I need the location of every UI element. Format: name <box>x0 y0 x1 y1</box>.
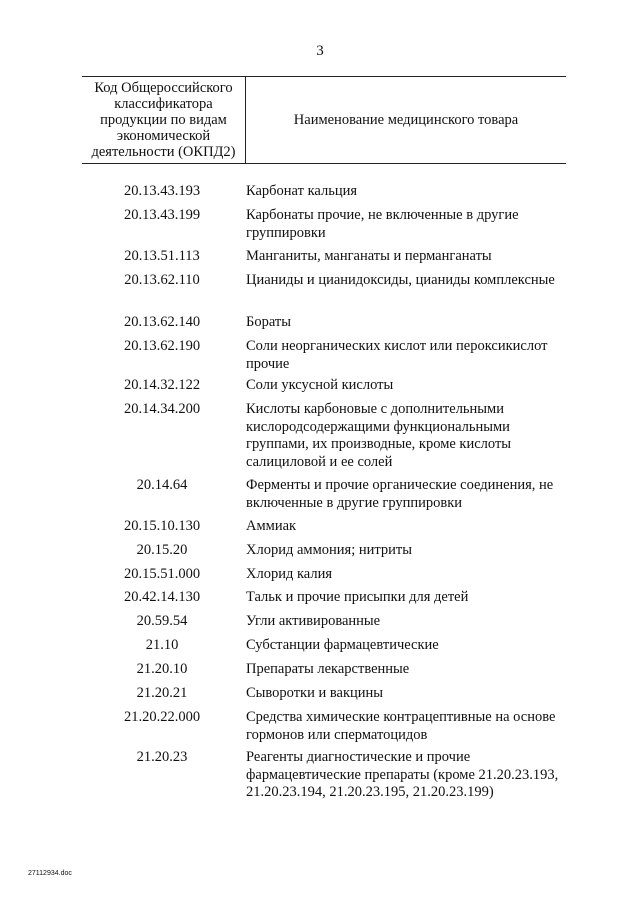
row-code: 20.15.51.000 <box>123 566 201 582</box>
header-code-column: Код Общероссийского классификатора продукции по видам экономической деятельности (ОКПД2) <box>82 77 246 163</box>
row-code: 21.20.23 <box>136 749 188 765</box>
row-name: Соли неорганических кислот или пероксикислот прочие <box>246 338 548 372</box>
table-row <box>82 338 572 373</box>
row-name: Хлорид калия <box>246 566 333 582</box>
table-row <box>82 749 572 802</box>
table-row <box>82 637 572 655</box>
row-name: Цианиды и цианидоксиды, цианиды комплексные <box>246 272 555 288</box>
row-code: 20.14.64 <box>136 477 188 493</box>
header-name-column: Наименование медицинского товара <box>293 111 519 128</box>
row-code: 20.13.62.140 <box>123 314 201 330</box>
table-row <box>82 685 572 703</box>
row-name: Сыворотки и вакцины <box>246 685 384 701</box>
row-code: 20.42.14.130 <box>123 589 201 605</box>
footer-filename: 27112934.doc <box>28 870 72 877</box>
row-code: 20.15.10.130 <box>123 518 201 534</box>
table-row <box>82 207 572 242</box>
row-code: 20.13.43.199 <box>123 207 201 223</box>
row-code: 20.14.32.122 <box>123 377 201 393</box>
row-name: Реагенты диагностические и прочие фармацевтические препараты (кроме 21.20.23.193, 21.20.23.194, 21.20.23.195, 21.20.23.199) <box>246 749 559 800</box>
row-name: Карбонаты прочие, не включенные в другие группировки <box>246 207 519 241</box>
row-code: 21.20.10 <box>136 661 188 677</box>
table-row <box>82 518 572 536</box>
row-code: 21.20.21 <box>136 685 188 701</box>
table-header <box>82 76 566 164</box>
row-name: Средства химические контрацептивные на основе гормонов или сперматоцидов <box>246 709 556 743</box>
row-name: Карбонат кальция <box>246 183 358 199</box>
table-row <box>82 542 572 560</box>
row-name: Манганиты, манганаты и перманганаты <box>246 248 492 264</box>
row-name: Хлорид аммония; нитриты <box>246 542 412 558</box>
table-row <box>82 613 572 631</box>
table-row <box>82 377 572 395</box>
row-name: Субстанции фармацевтические <box>246 637 439 653</box>
row-name: Тальк и прочие присыпки для детей <box>246 589 469 605</box>
table-row <box>82 661 572 679</box>
page-number: 3 <box>316 43 324 59</box>
row-name: Аммиак <box>246 518 297 534</box>
row-code: 20.13.62.110 <box>124 272 200 288</box>
row-name: Ферменты и прочие органические соединения, не включенные в другие группировки <box>246 477 554 511</box>
row-code: 20.13.51.113 <box>124 248 200 264</box>
row-name: Угли активированные <box>246 613 381 629</box>
table-row <box>82 272 572 290</box>
row-name: Кислоты карбоновые с дополнительными кислородсодержащими функциональными группами, их производные, кроме кислоты салициловой и ее солей <box>246 401 512 470</box>
row-code: 21.20.22.000 <box>123 709 201 725</box>
table-row <box>82 589 572 607</box>
row-code: 20.13.43.193 <box>123 183 201 199</box>
table-row <box>82 314 572 332</box>
table-row <box>82 248 572 266</box>
row-name: Препараты лекарственные <box>246 661 410 677</box>
row-code: 21.10 <box>145 637 179 653</box>
row-code: 20.59.54 <box>136 613 188 629</box>
row-code: 20.15.20 <box>136 542 188 558</box>
row-name: Бораты <box>246 314 291 330</box>
table-row <box>82 477 572 512</box>
table-row <box>82 709 572 744</box>
table-row <box>82 183 572 201</box>
table-row <box>82 401 572 471</box>
row-code: 20.13.62.190 <box>123 338 201 354</box>
row-code: 20.14.34.200 <box>123 401 201 417</box>
row-name: Соли уксусной кислоты <box>246 377 394 393</box>
table-row <box>82 566 572 584</box>
